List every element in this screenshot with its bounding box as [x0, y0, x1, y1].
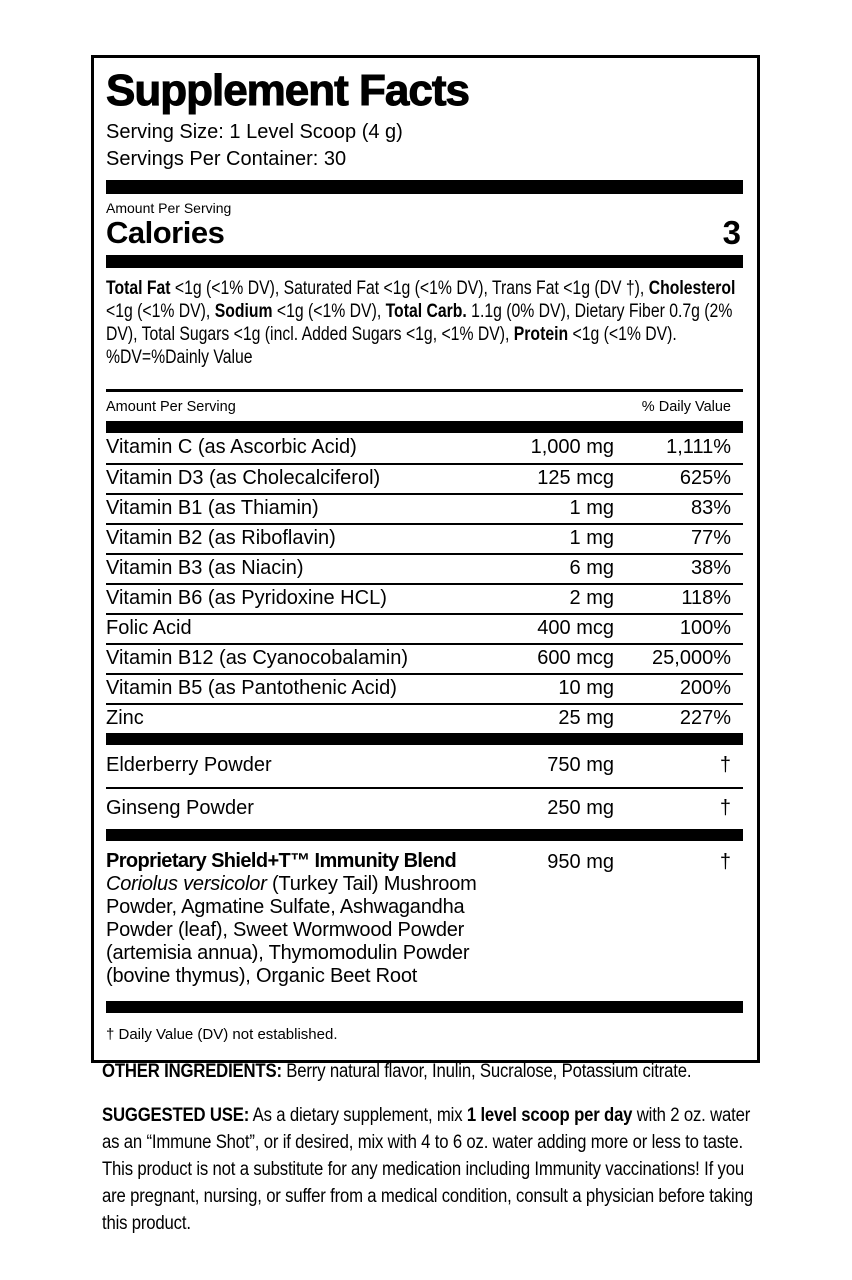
other-ingredients-bold-text: OTHER INGREDIENTS: — [102, 1061, 282, 1082]
macro-bold-text: Protein — [513, 323, 569, 345]
nutrient-name: Vitamin D3 (as Cholecalciferol) — [106, 467, 381, 490]
nutrient-row — [106, 613, 743, 643]
suggested-use-text: with 2 oz. water as an “Immune Shot”, or if desired, mix with 4 to 6 oz. water adding more or less to taste. This product is not a substitute for any medication including Immunity vaccinations! If you are pregnant, nursing, or suffer from a medical condition, consult a physician before taking this product. — [102, 1105, 753, 1234]
servings-per-container-line: Servings Per Container: 30 — [106, 147, 347, 170]
nutrient-amount: 10 mg — [558, 677, 614, 700]
supplement-facts-panel — [91, 55, 760, 1063]
suggested-use-bold-text: 1 level scoop per day — [466, 1105, 633, 1126]
nutrient-row — [106, 493, 743, 523]
nutrient-name: Vitamin B5 (as Pantothenic Acid) — [106, 677, 397, 700]
nutrient-table — [106, 433, 743, 733]
herb-daily-value: † — [719, 754, 731, 777]
nutrient-amount: 600 mcg — [537, 647, 614, 670]
daily-value-footnote: † Daily Value (DV) not established. — [106, 1025, 338, 1043]
macro-bold-text: Total Fat — [106, 277, 171, 299]
nutrient-daily-value: 227% — [679, 707, 731, 730]
blend-description-rest: (Turkey Tail) Mushroom Powder, Agmatine Sulfate, Ashwagandha Powder (leaf), Sweet Wormwood Powder (artemisia annua), Thymomodulin Powder (bovine thymus), Organic Beet Root — [106, 872, 477, 987]
nutrient-amount: 400 mcg — [537, 617, 614, 640]
divider-bar-thick — [106, 829, 743, 841]
blend-description-italic: Coriolus versicolor — [106, 872, 267, 895]
nutrient-row — [106, 643, 743, 673]
suggested-use-paragraph — [102, 1102, 759, 1237]
nutrient-amount: 2 mg — [569, 587, 614, 610]
nutrient-amount: 25 mg — [558, 707, 614, 730]
table-header-row — [106, 392, 743, 421]
herb-name: Ginseng Powder — [106, 797, 254, 820]
nutrient-row — [106, 523, 743, 553]
other-ingredients-paragraph — [102, 1060, 759, 1084]
panel-title: Supplement Facts — [106, 66, 469, 115]
nutrient-name: Vitamin B3 (as Niacin) — [106, 557, 304, 580]
other-ingredients-text: Berry natural flavor, Inulin, Sucralose, Potassium citrate. — [281, 1061, 692, 1082]
herb-row — [106, 745, 743, 787]
nutrient-name: Vitamin B2 (as Riboflavin) — [106, 527, 336, 550]
divider-bar-thick — [106, 733, 743, 745]
nutrient-name: Vitamin B12 (as Cyanocobalamin) — [106, 647, 409, 670]
nutrient-daily-value: 38% — [690, 557, 731, 580]
macro-text: <1g (<1% DV), — [106, 300, 215, 322]
nutrient-name: Vitamin C (as Ascorbic Acid) — [106, 436, 357, 459]
blend-daily-value: † — [719, 850, 731, 873]
calories-label: Calories — [106, 214, 225, 250]
calories-value: 3 — [722, 213, 741, 251]
nutrient-amount: 1 mg — [569, 527, 614, 550]
herb-name: Elderberry Powder — [106, 754, 272, 777]
divider-bar-thick — [106, 1001, 743, 1013]
herb-amount: 750 mg — [547, 754, 614, 777]
nutrient-row — [106, 433, 743, 463]
nutrient-daily-value: 200% — [679, 677, 731, 700]
divider-bar-thick — [106, 180, 743, 194]
macro-text: <1g (<1% DV), Saturated Fat <1g (<1% DV), Trans Fat <1g (DV †), — [170, 277, 649, 299]
amount-per-serving-label: Amount Per Serving — [106, 199, 232, 216]
nutrient-amount: 1 mg — [569, 497, 614, 520]
nutrient-daily-value: 625% — [679, 467, 731, 490]
nutrient-amount: 6 mg — [569, 557, 614, 580]
table-header-amount: Amount Per Serving — [106, 398, 236, 415]
suggested-use-text: As a dietary supplement, mix — [249, 1105, 467, 1126]
herb-amount: 250 mg — [547, 797, 614, 820]
macro-text: <1g (<1% DV). %DV=%Dainly Value — [106, 323, 677, 368]
macro-text: <1g (<1% DV), — [272, 300, 386, 322]
macro-text: 1.1g (0% DV), Dietary Fiber 0.7g (2% DV), Total Sugars <1g (incl. Added Sugars <1g, <1% DV), — [106, 300, 733, 345]
proprietary-blend-row — [106, 841, 743, 1001]
nutrient-row — [106, 703, 743, 733]
nutrient-row — [106, 583, 743, 613]
nutrient-name: Zinc — [106, 707, 144, 730]
nutrient-name: Folic Acid — [106, 617, 192, 640]
nutrient-row — [106, 463, 743, 493]
serving-size-line: Serving Size: 1 Level Scoop (4 g) — [106, 120, 403, 143]
macro-bold-text: Cholesterol — [648, 277, 736, 299]
nutrient-daily-value: 83% — [690, 497, 731, 520]
nutrient-amount: 1,000 mg — [530, 436, 614, 459]
macro-bold-text: Sodium — [214, 300, 273, 322]
calories-row — [106, 213, 743, 251]
blend-amount: 950 mg — [547, 850, 614, 873]
blend-name: Proprietary Shield+T™ Immunity Blend — [106, 849, 457, 872]
nutrient-daily-value: 118% — [681, 587, 731, 610]
herb-row — [106, 787, 743, 829]
table-header-daily-value: % Daily Value — [641, 398, 731, 415]
nutrient-name: Vitamin B1 (as Thiamin) — [106, 497, 319, 520]
herb-table — [106, 745, 743, 829]
divider-bar-thick — [106, 421, 743, 433]
nutrient-daily-value: 77% — [690, 527, 731, 550]
nutrient-row — [106, 673, 743, 703]
blend-name-and-description — [106, 850, 494, 988]
nutrient-daily-value: 1,111% — [666, 436, 731, 459]
nutrient-row — [106, 553, 743, 583]
divider-bar-thick — [106, 255, 743, 268]
nutrient-amount: 125 mcg — [537, 467, 614, 490]
herb-daily-value: † — [719, 797, 731, 820]
nutrient-daily-value: 25,000% — [652, 647, 731, 670]
nutrient-name: Vitamin B6 (as Pyridoxine HCL) — [106, 587, 387, 610]
nutrient-daily-value: 100% — [679, 617, 731, 640]
suggested-use-bold-text: SUGGESTED USE: — [102, 1105, 250, 1126]
macro-bold-text: Total Carb. — [385, 300, 467, 322]
blend-description — [106, 873, 494, 988]
macronutrient-paragraph — [106, 277, 743, 369]
